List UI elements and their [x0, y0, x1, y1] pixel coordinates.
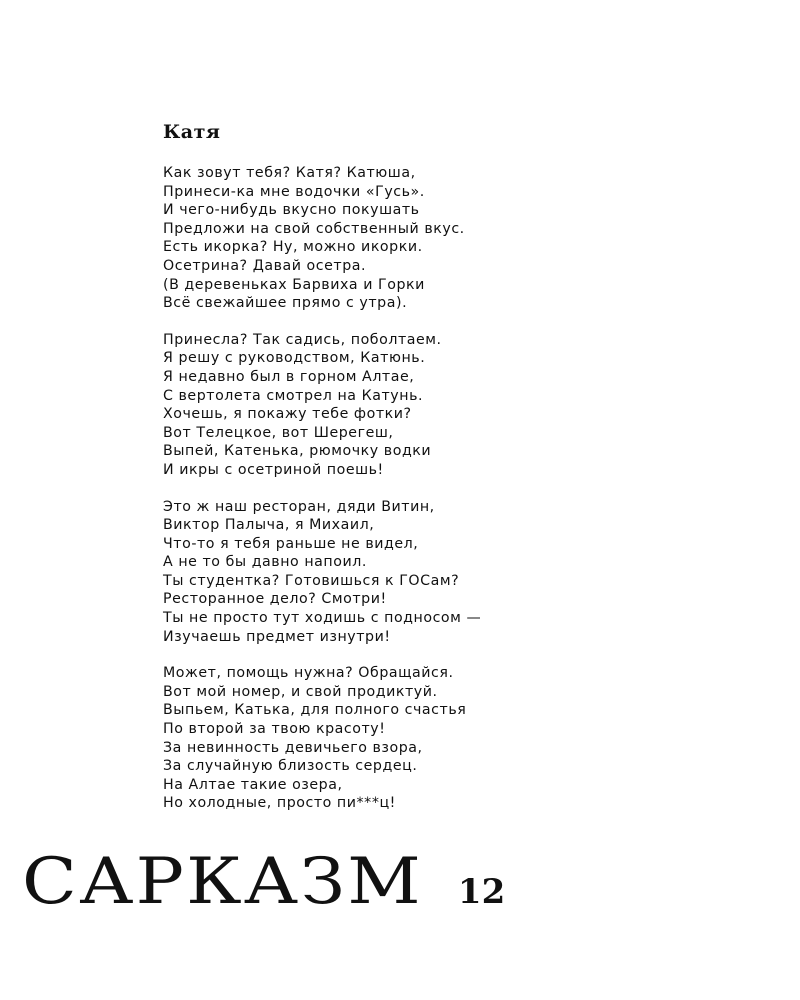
poem-line: Принесла? Так садись, поболтаем. — [163, 331, 442, 348]
poem-line: Изучаешь предмет изнутри! — [163, 628, 391, 645]
poem-line: Но холодные, просто пи***ц! — [163, 795, 396, 812]
poem-line: Хочешь, я покажу тебе фотки? — [163, 406, 412, 423]
poem-line: Виктор Палыча, я Михаил, — [163, 517, 375, 534]
poem-line: Ты студентка? Готовишься к ГОСам? — [163, 572, 460, 589]
poem-line: С вертолета смотрел на Катунь. — [163, 387, 424, 404]
poem-line: Может, помощь нужна? Обращайся. — [163, 665, 454, 682]
poem-line: Вот мой номер, и свой продиктуй. — [163, 683, 438, 700]
poem-line: Ресторанное дело? Смотри! — [163, 591, 387, 608]
poem-line: Я решу с руководством, Катюнь. — [163, 350, 426, 367]
poem-line: Вот Телецкое, вот Шерегеш, — [163, 424, 394, 441]
poem-line: Всё свежайшее прямо с утра). — [163, 295, 408, 312]
poem — [163, 120, 603, 831]
poem-line: Выпьем, Катька, для полного счастья — [163, 702, 467, 719]
poem-line: За случайную близость сердец. — [163, 758, 418, 775]
poem-line: Это ж наш ресторан, дяди Витин, — [163, 498, 435, 515]
poem-line: Осетрина? Давай осетра. — [163, 257, 367, 274]
poem-line: И чего-нибудь вкусно покушать — [163, 202, 420, 219]
poem-line: Выпей, Катенька, рюмочку водки — [163, 443, 432, 460]
poem-line: А не то бы давно напоил. — [163, 554, 367, 571]
poem-line: Принеси-ка мне водочки «Гусь». — [163, 183, 425, 200]
stanza — [163, 164, 603, 313]
poem-line: И икры с осетриной поешь! — [163, 461, 384, 478]
stanza — [163, 498, 603, 647]
poem-line: Я недавно был в горном Алтае, — [163, 368, 415, 385]
stanza — [163, 331, 603, 480]
poem-line: Как зовут тебя? Катя? Катюша, — [163, 165, 416, 181]
poem-title: Катя — [163, 121, 221, 143]
poem-line: Что-то я тебя раньше не видел, — [163, 535, 419, 552]
poem-line: За невинность девичьего взора, — [163, 739, 423, 756]
page-number: 12 — [457, 872, 506, 912]
stanza — [163, 664, 603, 813]
poem-line: По второй за твою красоту! — [163, 721, 386, 738]
poem-line: (В деревеньках Барвиха и Горки — [163, 276, 425, 293]
poem-line: Ты не просто тут ходишь с подносом — — [163, 610, 482, 627]
page-footer — [22, 845, 506, 919]
poem-line: Есть икорка? Ну, можно икорки. — [163, 239, 423, 256]
magazine-title: САРКАЗМ — [22, 845, 423, 919]
poem-line: На Алтае такие озера, — [163, 776, 343, 793]
poem-line: Предложи на свой собственный вкус. — [163, 220, 465, 237]
